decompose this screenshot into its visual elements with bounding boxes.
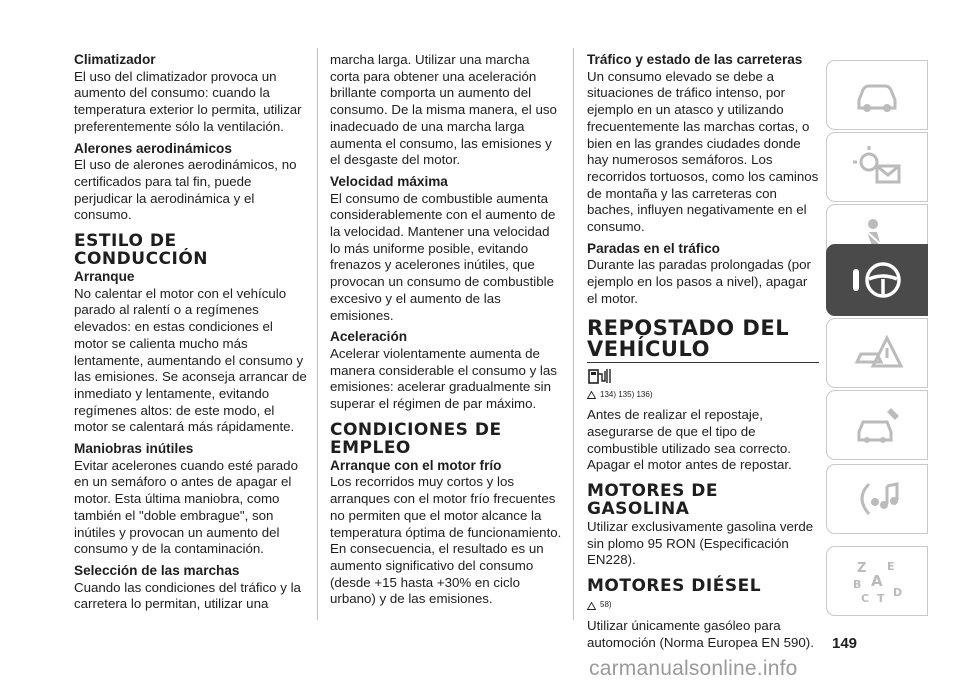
section-title-aceleracion: Aceleración bbox=[330, 329, 408, 345]
note-references: 58) bbox=[600, 600, 612, 610]
paragraph: Utilizar exclusivamente gasolina verde sin plomo 95 RON (Especificación EN228). bbox=[587, 519, 814, 568]
steering-wheel-key-icon[interactable] bbox=[826, 244, 928, 316]
section-title-trafico: Tráfico y estado de las carreteras bbox=[587, 52, 803, 67]
index-letter: C bbox=[861, 592, 870, 605]
page-number: 149 bbox=[832, 635, 858, 652]
paragraph: Acelerar violentamente aumenta de manera considerable el consumo y las emisiones: acelerar gradualmente sin superar el régimen de par máximo. bbox=[330, 345, 557, 412]
paragraph: Evitar acelerones cuando esté parado en un semáforo o antes de apagar el motor. Esta última maniobra, como también el "doble embrague", son inútiles y provocan un aumento del consumo y de la contaminación. bbox=[74, 457, 298, 557]
section-title-arranque: Arranque bbox=[74, 269, 135, 285]
section-title-maniobras: Maniobras inútiles bbox=[74, 441, 194, 457]
audio-nav-icon[interactable] bbox=[826, 464, 928, 534]
index-letter: E bbox=[887, 560, 895, 573]
column-3 bbox=[587, 52, 819, 656]
paragraph: Utilizar únicamente gasóleo para automoción (Norma Europea EN 590). bbox=[587, 617, 814, 650]
warning-references: 134) 135) 136) bbox=[600, 389, 653, 399]
section-title-seleccion-marchas: Selección de las marchas bbox=[74, 562, 240, 578]
section-title-climatizador: Climatizador bbox=[74, 52, 156, 67]
heading-condiciones-empleo: CONDICIONES DE EMPLEO bbox=[330, 419, 502, 458]
paragraph: Los recorridos muy cortos y los arranques con el motor frío frecuentes no permiten que el motor alcance la temperatura óptima de funcionamiento. En consecuencia, el resultado es un aumento significativo del consumo (desde +15 hasta +30% en ciclo urbano) y de las emisiones. bbox=[330, 474, 562, 607]
heading-motores-diesel: MOTORES DIÉSEL bbox=[587, 576, 762, 597]
heading-rule bbox=[587, 362, 819, 363]
paragraph: Durante las paradas prolongadas (por ejemplo en los pasos a nivel), apagar el motor. bbox=[587, 257, 811, 306]
car-icon[interactable] bbox=[826, 60, 928, 130]
column-divider bbox=[317, 48, 318, 620]
service-car-icon[interactable] bbox=[826, 390, 928, 460]
section-title-arranque-frio: Arranque con el motor frío bbox=[330, 457, 502, 473]
index-letter: D bbox=[893, 586, 903, 599]
paragraph: El uso de alerones aerodinámicos, no certificados para tal fin, puede perjudicar la aerodinámica y el consumo. bbox=[74, 157, 297, 223]
paragraph: El consumo de combustible aumenta considerablemente con el aumento de la velocidad. Mantener una velocidad lo más uniforme posible, evitando frenazos y acelerones inútiles, que provocan un consumo de combustible excesivo y el aumento de las emisiones. bbox=[330, 190, 556, 323]
column-divider bbox=[573, 48, 574, 620]
reference-row bbox=[587, 387, 819, 404]
column-1 bbox=[74, 52, 310, 618]
section-title-alerones: Alerones aerodinámicos bbox=[74, 140, 232, 156]
warning-light-icon[interactable] bbox=[826, 132, 928, 202]
watermark: carmanualsonline.info bbox=[589, 657, 798, 680]
fuel-pump-icon bbox=[587, 367, 819, 385]
section-title-velocidad: Velocidad máxima bbox=[330, 173, 448, 189]
index-letter: T bbox=[877, 592, 885, 605]
column-2 bbox=[330, 52, 562, 613]
heading-estilo-conduccion: ESTILO DE CONDUCCIÓN bbox=[74, 231, 209, 270]
index-letter: B bbox=[853, 578, 862, 591]
reference-row bbox=[587, 597, 819, 614]
section-title-paradas: Paradas en el tráfico bbox=[587, 240, 720, 256]
heading-repostado: REPOSTADO DEL VEHÍCULO bbox=[587, 315, 790, 361]
paragraph: Cuando las condiciones del tráfico y la carretera lo permitan, utilizar una bbox=[74, 579, 301, 612]
crash-warning-icon[interactable] bbox=[826, 318, 928, 388]
info-triangle-icon bbox=[587, 602, 596, 610]
paragraph: marcha larga. Utilizar una marcha corta para obtener una aceleración brillante comporta un aumento del consumo. De la misma manera, el uso inadecuado de una marcha larga aumenta el consumo, las emisiones y el desgaste del motor. bbox=[330, 52, 557, 168]
paragraph: Un consumo elevado se debe a situaciones de tráfico intenso, por ejemplo en un atasco y utilizando frecuentemente las marchas cortas, o bien en las grandes ciudades donde hay numerosos semáforos. Los recorridos tortuosos, como los caminos de montaña y las carreteras con baches, influyen negativamente en el consumo. bbox=[587, 68, 819, 235]
warning-triangle-icon bbox=[587, 391, 596, 399]
paragraph: Antes de realizar el repostaje, asegurarse de que el tipo de combustible utilizado sea correcto. Apagar el motor antes de repostar. bbox=[587, 407, 792, 473]
index-letter: A bbox=[871, 572, 883, 590]
heading-motores-gasolina: MOTORES DE GASOLINA bbox=[587, 481, 719, 520]
paragraph: El uso del climatizador provoca un aumento del consumo: cuando la temperatura exterior lo permita, utilizar preferentemente sólo la ventilación. bbox=[74, 68, 302, 134]
index-letter: Z bbox=[857, 561, 867, 576]
paragraph: No calentar el motor con el vehículo parado al ralentí o a regímenes elevados: en estas condiciones el motor se calienta mucho más lentamente, aumentando el consumo y las emisiones. Se aconseja arrancar de inmediato y lentamente, evitando regímenes altos: de este modo, el motor se calentará más rápidamente. bbox=[74, 285, 307, 435]
index-letters-icon[interactable] bbox=[826, 546, 928, 616]
